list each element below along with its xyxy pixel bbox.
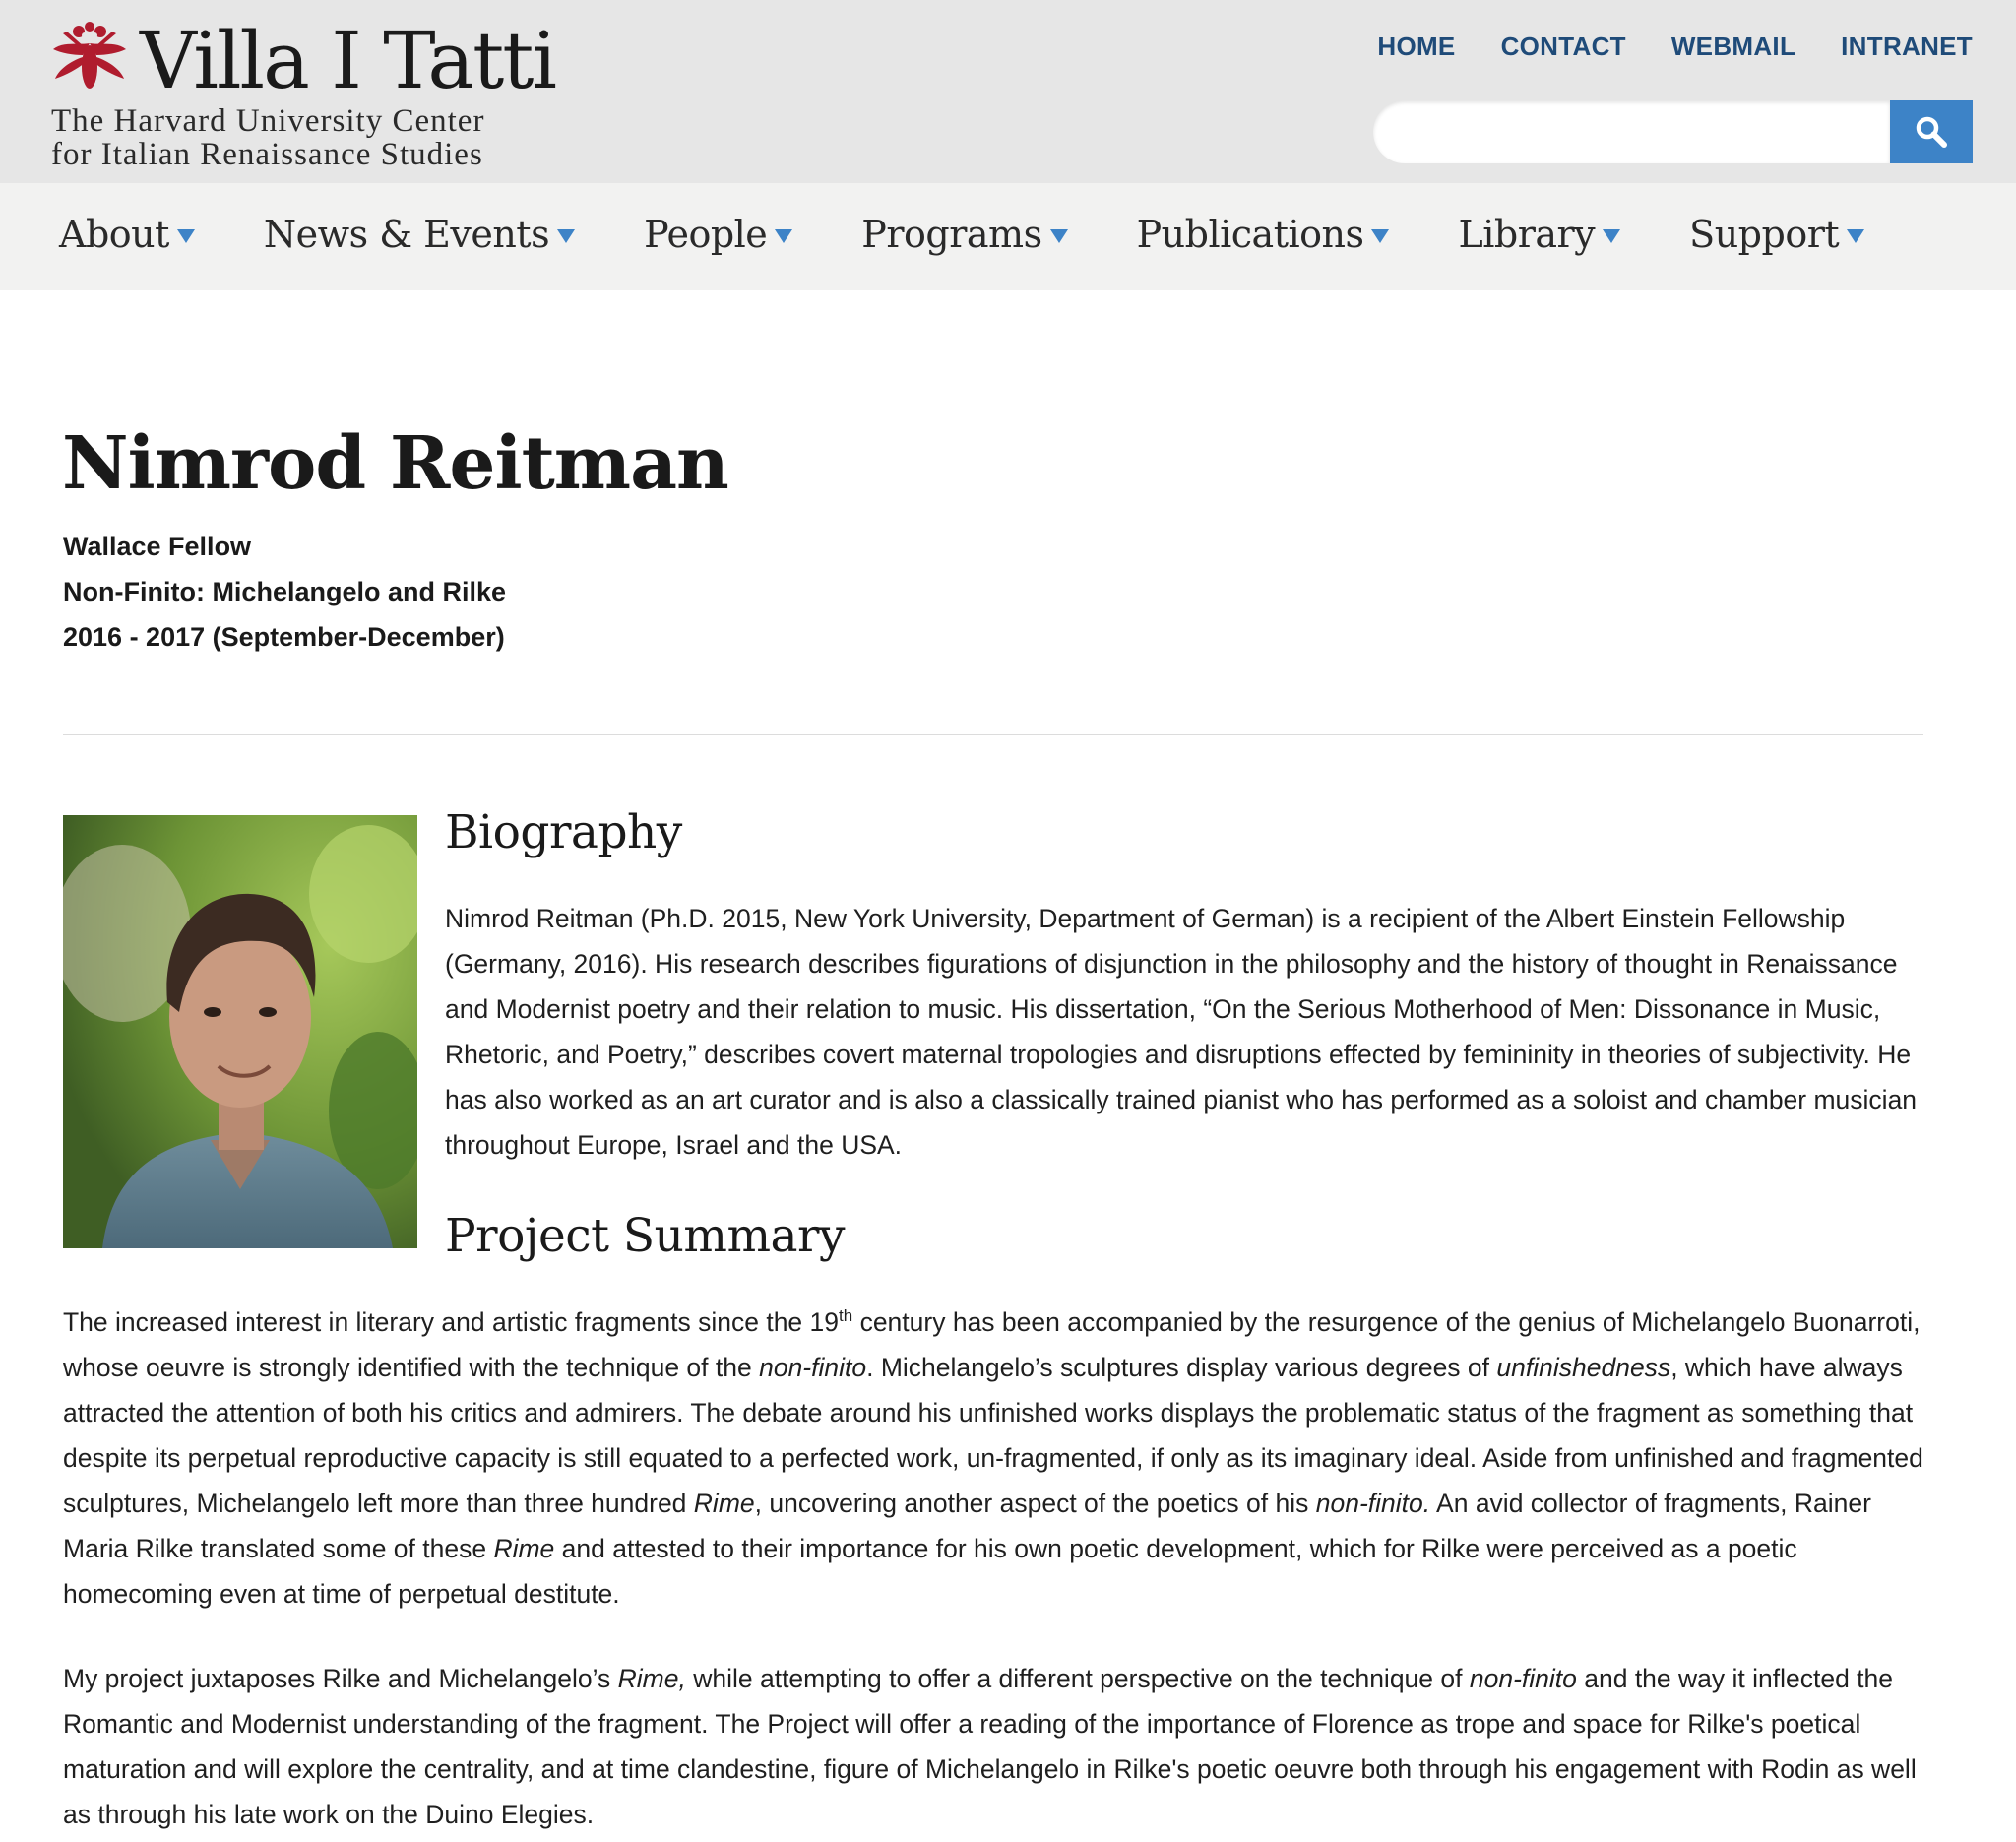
biography-heading: Biography: [445, 805, 682, 859]
caret-down-icon: [1050, 229, 1068, 243]
italic-term: Rime: [693, 1489, 755, 1518]
nav-item-programs[interactable]: [861, 213, 1067, 256]
project-summary-paragraph-2: [63, 1656, 1933, 1837]
text-run: and the way it inflected the Romantic and Modernist understanding of the fragment. The Project will offer a reading of the importance of Florence as trope and space for Rilke's poetical maturation and will explore the centrality, and at time clandestine, figure of Michelangelo in Rilke's poetic oeuvre both through his engagement with Rodin as well as through his late work on the Duino Elegies.: [63, 1664, 1917, 1829]
nav-item-label: Support: [1689, 213, 1840, 256]
nav-item-label: Publications: [1136, 213, 1364, 256]
utility-link-intranet[interactable]: INTRANET: [1841, 32, 1973, 61]
project-summary-paragraph-1: [63, 1300, 1933, 1617]
logo-subtitle-line2: for Italian Renaissance Studies: [51, 137, 483, 172]
italic-term: unfinishedness: [1496, 1353, 1671, 1382]
search-form: [1373, 100, 1973, 163]
utility-link-home[interactable]: HOME: [1377, 32, 1456, 61]
text-run: The increased interest in literary and artistic fragments since the 19: [63, 1307, 840, 1337]
portrait-photo: [63, 815, 417, 1248]
medici-bee-emblem-icon: [49, 20, 130, 102]
nav-item-library[interactable]: [1458, 213, 1620, 256]
italic-term: non-finito.: [1315, 1489, 1431, 1518]
fellow-meta: [63, 524, 506, 660]
caret-down-icon: [775, 229, 792, 243]
caret-down-icon: [177, 229, 195, 243]
utility-link-webmail[interactable]: WEBMAIL: [1670, 32, 1796, 61]
divider: [63, 734, 1923, 735]
utility-link-contact[interactable]: CONTACT: [1500, 32, 1626, 61]
nav-item-label: People: [644, 213, 768, 256]
search-input[interactable]: [1373, 100, 1890, 163]
caret-down-icon: [1847, 229, 1864, 243]
nav-item-support[interactable]: [1689, 213, 1864, 256]
page-title: Nimrod Reitman: [62, 421, 728, 506]
italic-term: non-finito: [759, 1353, 867, 1382]
italic-term: Rime: [493, 1534, 555, 1563]
utility-nav: [1377, 32, 1973, 62]
text-run: and attested to their importance for his own poetic development, which for Rilke were perceived as a poetic homecoming even at time of perpetual destitute.: [63, 1534, 1797, 1609]
fellow-role: Wallace Fellow: [63, 532, 252, 561]
text-run: while attempting to offer a different perspective on the technique of: [685, 1664, 1470, 1693]
nav-item-label: About: [59, 213, 169, 256]
logo-subtitle-line1: The Harvard University Center: [51, 103, 485, 139]
biography-text: Nimrod Reitman (Ph.D. 2015, New York University, Department of German) is a recipient of the Albert Einstein Fellowship (Germany, 2016). His research describes figurations of disjunction in the philosophy and the history of thought in Renaissance and Modernist poetry and their relation to music. His dissertation, “On the Serious Motherhood of Men: Dissonance in Music, Rhetoric, and Poetry,” describes covert maternal tropologies and disruptions effected by femininity in theories of subjectivity. He has also worked as an art curator and is also a classically trained pianist who has performed as a soloist and chamber musician throughout Europe, Israel and the USA.: [445, 904, 1918, 1160]
italic-term: Rime,: [617, 1664, 686, 1693]
project-summary-heading: Project Summary: [445, 1209, 846, 1263]
caret-down-icon: [1371, 229, 1389, 243]
text-run: , uncovering another aspect of the poetics of his: [754, 1489, 1316, 1518]
nav-item-label: Programs: [861, 213, 1042, 256]
site-logo[interactable]: [49, 14, 556, 172]
caret-down-icon: [1603, 229, 1620, 243]
nav-item-people[interactable]: [644, 213, 792, 256]
text-run: An avid collector of fragments, Rainer Maria Rilke translated some of these: [63, 1489, 1871, 1563]
nav-item-label: News & Events: [263, 213, 550, 256]
caret-down-icon: [557, 229, 575, 243]
logo-title: Villa I Tatti: [140, 15, 556, 106]
logo-subtitle: [51, 104, 484, 171]
site-header: [0, 0, 2016, 183]
italic-term: non-finito: [1469, 1664, 1577, 1693]
fellow-project-title: Non-Finito: Michelangelo and Rilke: [63, 577, 507, 606]
nav-item-publications[interactable]: [1137, 213, 1390, 256]
nav-item-news-events[interactable]: [264, 213, 575, 256]
search-icon: [1915, 115, 1948, 149]
fellow-term: 2016 - 2017 (September-December): [63, 622, 505, 652]
text-run: century has been accompanied by the resurgence of the genius of Michelangelo Buonarroti, whose oeuvre is strongly identified with the technique of the: [63, 1307, 1921, 1382]
text-run: My project juxtaposes Rilke and Michelangelo’s: [63, 1664, 618, 1693]
search-button[interactable]: [1890, 100, 1973, 163]
text-run: , which have always attracted the attention of both his critics and admirers. The debate around his unfinished works displays the problematic status of the fragment as something that despite its perpetual reproductive capacity is still equated to a perfected work, un-fragmented, if only as its imaginary ideal. Aside from unfinished and fragmented sculptures, Michelangelo left more than three hundred: [63, 1353, 1923, 1518]
main-nav: [0, 183, 2016, 290]
nav-item-label: Library: [1458, 213, 1596, 256]
nav-item-about[interactable]: [59, 213, 195, 256]
superscript: th: [839, 1306, 853, 1326]
text-run: . Michelangelo’s sculptures display various degrees of: [866, 1353, 1497, 1382]
